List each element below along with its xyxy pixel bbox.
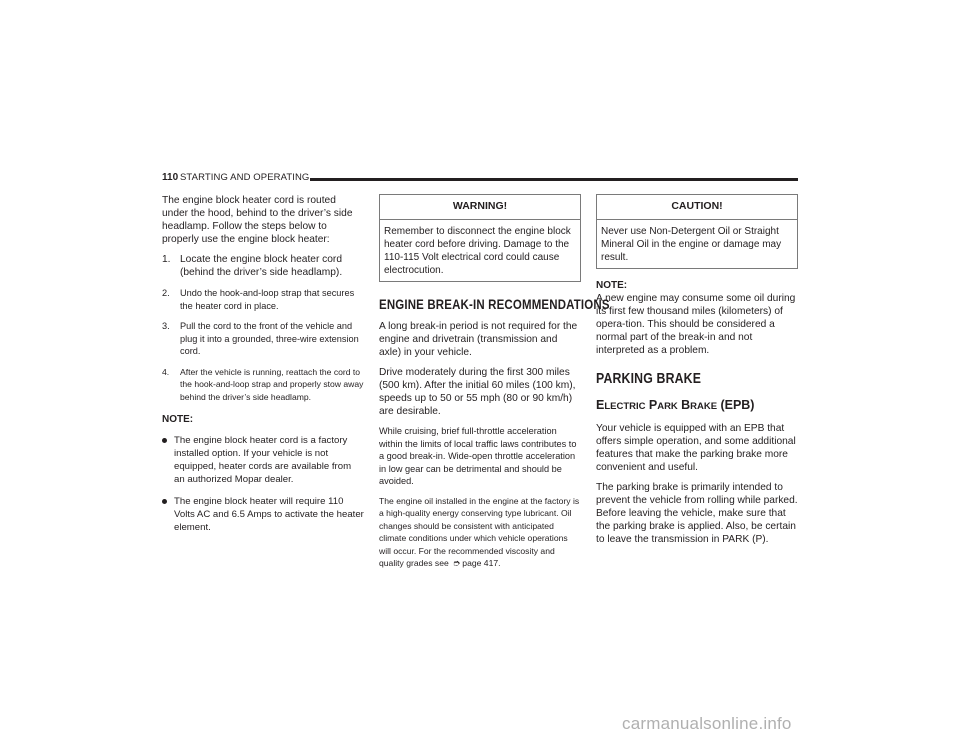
page-number: 110 — [162, 172, 179, 183]
list-item: 1. Locate the engine block heater cord (behind the driver’s side headlamp). — [162, 254, 343, 278]
column-2 — [379, 194, 610, 577]
section-title: STARTING AND OPERATING — [180, 172, 310, 183]
break-in-paragraph-4: The engine oil installed in the engine at the factory is a high-quality energy conserving type lubricant. Oil changes should be consistent with anticipated climate conditions under which vehicle operations will occur. For the recommended viscosity and quality grades see ➮ page 417. — [379, 495, 580, 568]
header-rule — [310, 178, 798, 181]
caution-title: CAUTION! — [597, 195, 797, 220]
list-item: The engine block heater cord is a factory installed option. If your vehicle is not equipped, heater cords are available from an authorized Mopar dealer. — [162, 434, 364, 486]
epb-subheading: ELECTRIC PARK BRAKE (EPB) — [596, 398, 755, 412]
warning-box — [379, 194, 581, 282]
note-text: A new engine may consume some oil during its first few thousand miles (kilometers) of opera-tion. This should be considered a normal part of the break-in and not interpreted as a problem. — [596, 293, 796, 356]
break-in-paragraph-1: A long break-in period is not required for the engine and drivetrain (transmission and axle) in your vehicle. — [379, 321, 578, 358]
note-bullets — [162, 434, 364, 534]
bullet-icon — [162, 438, 167, 443]
column-1 — [162, 194, 364, 543]
list-item: The engine block heater will require 110 Volts AC and 6.5 Amps to activate the heater element. — [162, 495, 364, 534]
note-label: NOTE: — [162, 414, 194, 425]
caution-box — [596, 194, 798, 269]
page-header — [162, 172, 798, 186]
column-3 — [596, 194, 798, 553]
epb-paragraph-1: Your vehicle is equipped with an EPB that offers simple operation, and some additional features that make the parking brake more convenient and useful. — [596, 423, 796, 473]
parking-brake-heading: PARKING BRAKE — [596, 370, 702, 387]
steps-list — [162, 253, 364, 403]
note-label: NOTE: — [596, 280, 628, 291]
caution-text: Never use Non-Detergent Oil or Straight Mineral Oil in the engine or damage may result. — [601, 226, 782, 263]
break-in-paragraph-3: While cruising, brief full-throttle acceleration within the limits of local traffic laws contributes to a good break-in. Wide-open throttle acceleration in low gear can be detrimental and should be avoided. — [379, 426, 577, 486]
list-item: 4. After the vehicle is running, reattach the cord to the hook-and-loop strap and properly stow away behind the driver’s side headlamp. — [162, 366, 364, 402]
list-item: 2. Undo the hook-and-loop strap that secures the heater cord in place. — [162, 288, 355, 311]
watermark: carmanualsonline.info — [622, 714, 792, 733]
page-link-arrow-icon: ➮ — [452, 558, 461, 568]
break-in-heading: ENGINE BREAK-IN RECOMMENDATIONS — [379, 296, 610, 312]
page-reference-link[interactable]: page 417. — [462, 558, 501, 568]
list-item: 3. Pull the cord to the front of the vehicle and plug it into a grounded, three-wire extension cord. — [162, 321, 359, 356]
epb-paragraph-2: The parking brake is primarily intended to prevent the vehicle from rolling while parked. Before leaving the vehicle, make sure that the parking brake is applied. Also, be certain to leave the transmission in PARK (P). — [596, 482, 798, 545]
break-in-paragraph-2: Drive moderately during the first 300 miles (500 km). After the initial 60 miles (100 km), speeds up to 50 or 55 mph (80 or 90 km/h) are desirable. — [379, 367, 576, 417]
warning-title: WARNING! — [380, 195, 580, 220]
intro-paragraph: The engine block heater cord is routed under the hood, behind to the driver’s side headlamp. Follow the steps below to properly use the engine block heater: — [162, 195, 353, 245]
warning-text: Remember to disconnect the engine block heater cord before driving. Damage to the 110-115 Volt electrical cord could cause electrocution. — [384, 226, 571, 276]
bullet-icon — [162, 499, 167, 504]
